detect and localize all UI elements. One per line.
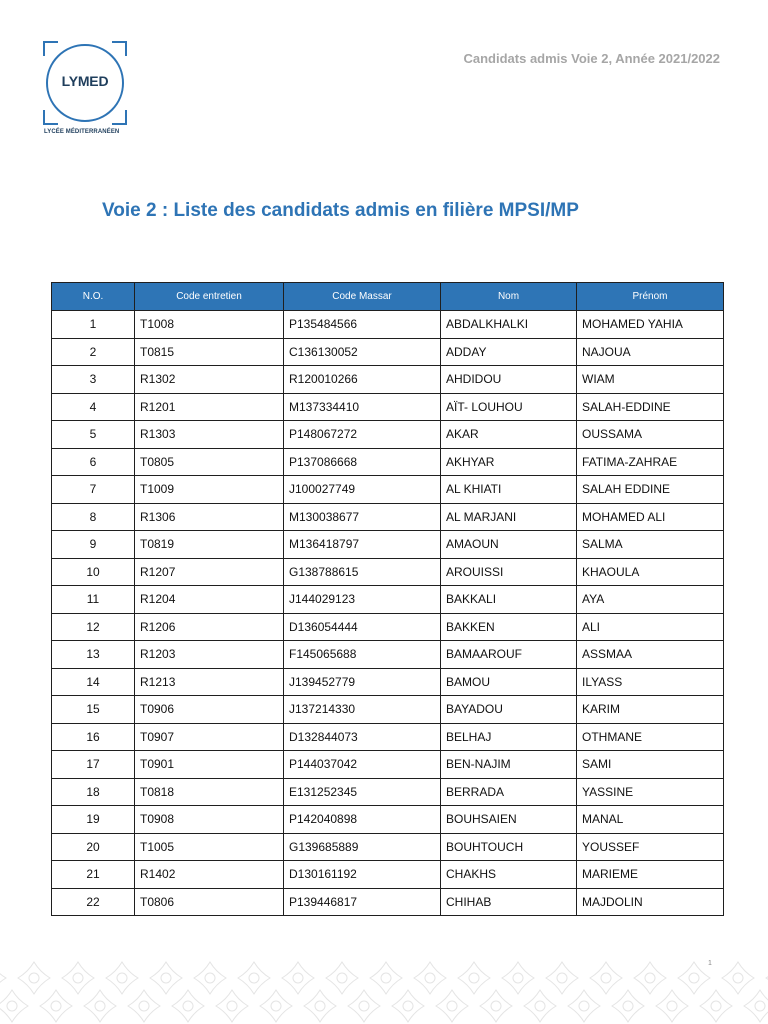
cell-number: 4	[52, 393, 135, 421]
cell-first-name: SALAH-EDDINE	[577, 393, 724, 421]
cell-last-name: AÏT- LOUHOU	[441, 393, 577, 421]
cell-first-name: MOHAMED YAHIA	[577, 311, 724, 339]
cell-massar-code: C136130052	[284, 338, 441, 366]
cell-first-name: MOHAMED ALI	[577, 503, 724, 531]
cell-massar-code: P142040898	[284, 806, 441, 834]
cell-number: 5	[52, 421, 135, 449]
cell-massar-code: P144037042	[284, 751, 441, 779]
footer-decorative-pattern	[0, 960, 768, 1024]
cell-interview-code: R1213	[135, 668, 284, 696]
cell-number: 21	[52, 861, 135, 889]
table-row	[52, 778, 724, 806]
cell-interview-code: R1303	[135, 421, 284, 449]
cell-last-name: AHDIDOU	[441, 366, 577, 394]
candidates-table	[51, 282, 724, 916]
column-header-first-name: Prénom	[577, 283, 724, 311]
cell-last-name: BAMAAROUF	[441, 641, 577, 669]
cell-last-name: CHIHAB	[441, 888, 577, 916]
cell-last-name: BAKKEN	[441, 613, 577, 641]
lymed-logo	[40, 38, 130, 138]
table-row	[52, 668, 724, 696]
cell-first-name: OTHMANE	[577, 723, 724, 751]
candidates-table-container	[51, 282, 723, 916]
cell-interview-code: R1302	[135, 366, 284, 394]
cell-first-name: MARIEME	[577, 861, 724, 889]
table-row	[52, 833, 724, 861]
cell-first-name: ASSMAA	[577, 641, 724, 669]
cell-first-name: ALI	[577, 613, 724, 641]
column-header-massar-code: Code Massar	[284, 283, 441, 311]
cell-interview-code: T0815	[135, 338, 284, 366]
cell-first-name: SALAH EDDINE	[577, 476, 724, 504]
cell-number: 8	[52, 503, 135, 531]
cell-last-name: BERRADA	[441, 778, 577, 806]
table-row	[52, 448, 724, 476]
cell-massar-code: P137086668	[284, 448, 441, 476]
cell-number: 15	[52, 696, 135, 724]
table-row	[52, 476, 724, 504]
cell-last-name: AKHYAR	[441, 448, 577, 476]
cell-interview-code: T0901	[135, 751, 284, 779]
cell-interview-code: T0907	[135, 723, 284, 751]
cell-last-name: AMAOUN	[441, 531, 577, 559]
cell-number: 11	[52, 586, 135, 614]
cell-interview-code: R1207	[135, 558, 284, 586]
cell-interview-code: T0805	[135, 448, 284, 476]
cell-massar-code: G138788615	[284, 558, 441, 586]
cell-massar-code: D136054444	[284, 613, 441, 641]
table-header-row	[52, 283, 724, 311]
table-row	[52, 751, 724, 779]
cell-first-name: AYA	[577, 586, 724, 614]
cell-first-name: NAJOUA	[577, 338, 724, 366]
cell-massar-code: J144029123	[284, 586, 441, 614]
cell-interview-code: R1306	[135, 503, 284, 531]
cell-number: 18	[52, 778, 135, 806]
cell-massar-code: P139446817	[284, 888, 441, 916]
cell-last-name: BOUHTOUCH	[441, 833, 577, 861]
table-row	[52, 503, 724, 531]
cell-interview-code: T0806	[135, 888, 284, 916]
cell-number: 22	[52, 888, 135, 916]
cell-interview-code: R1402	[135, 861, 284, 889]
cell-last-name: AROUISSI	[441, 558, 577, 586]
cell-last-name: AL MARJANI	[441, 503, 577, 531]
column-header-last-name: Nom	[441, 283, 577, 311]
cell-massar-code: R120010266	[284, 366, 441, 394]
cell-last-name: AKAR	[441, 421, 577, 449]
cell-interview-code: T0818	[135, 778, 284, 806]
cell-last-name: ADDAY	[441, 338, 577, 366]
cell-number: 12	[52, 613, 135, 641]
cell-last-name: BELHAJ	[441, 723, 577, 751]
page-number: 1	[708, 960, 712, 967]
cell-interview-code: T1008	[135, 311, 284, 339]
cell-massar-code: D130161192	[284, 861, 441, 889]
cell-massar-code: P135484566	[284, 311, 441, 339]
table-row	[52, 888, 724, 916]
cell-massar-code: E131252345	[284, 778, 441, 806]
table-row	[52, 806, 724, 834]
cell-number: 6	[52, 448, 135, 476]
cell-last-name: BOUHSAIEN	[441, 806, 577, 834]
cell-number: 10	[52, 558, 135, 586]
cell-first-name: KARIM	[577, 696, 724, 724]
cell-massar-code: P148067272	[284, 421, 441, 449]
cell-number: 1	[52, 311, 135, 339]
table-row	[52, 641, 724, 669]
cell-number: 7	[52, 476, 135, 504]
cell-interview-code: T0908	[135, 806, 284, 834]
cell-massar-code: M137334410	[284, 393, 441, 421]
cell-first-name: YOUSSEF	[577, 833, 724, 861]
logo-wordmark: LYMED	[61, 73, 109, 89]
cell-massar-code: G139685889	[284, 833, 441, 861]
cell-last-name: CHAKHS	[441, 861, 577, 889]
cell-number: 3	[52, 366, 135, 394]
cell-number: 2	[52, 338, 135, 366]
cell-number: 19	[52, 806, 135, 834]
cell-interview-code: R1203	[135, 641, 284, 669]
table-row	[52, 393, 724, 421]
cell-first-name: SALMA	[577, 531, 724, 559]
cell-number: 13	[52, 641, 135, 669]
cell-first-name: FATIMA-ZAHRAE	[577, 448, 724, 476]
cell-last-name: AL KHIATI	[441, 476, 577, 504]
cell-interview-code: R1204	[135, 586, 284, 614]
cell-last-name: BAMOU	[441, 668, 577, 696]
cell-first-name: YASSINE	[577, 778, 724, 806]
cell-interview-code: R1206	[135, 613, 284, 641]
cell-interview-code: T0819	[135, 531, 284, 559]
cell-number: 20	[52, 833, 135, 861]
cell-number: 16	[52, 723, 135, 751]
cell-massar-code: J137214330	[284, 696, 441, 724]
table-row	[52, 586, 724, 614]
cell-first-name: WIAM	[577, 366, 724, 394]
column-header-interview-code: Code entretien	[135, 283, 284, 311]
cell-massar-code: M130038677	[284, 503, 441, 531]
table-row	[52, 723, 724, 751]
cell-number: 14	[52, 668, 135, 696]
cell-interview-code: T1009	[135, 476, 284, 504]
table-row	[52, 696, 724, 724]
page-title: Voie 2 : Liste des candidats admis en filière MPSI/MP	[102, 200, 579, 221]
logo-subtitle: LYCÉE MÉDITERRANÉEN	[44, 129, 120, 135]
cell-last-name: BAKKALI	[441, 586, 577, 614]
cell-first-name: MANAL	[577, 806, 724, 834]
cell-last-name: BAYADOU	[441, 696, 577, 724]
cell-number: 9	[52, 531, 135, 559]
table-row	[52, 613, 724, 641]
cell-last-name: BEN-NAJIM	[441, 751, 577, 779]
cell-number: 17	[52, 751, 135, 779]
cell-last-name: ABDALKHALKI	[441, 311, 577, 339]
cell-first-name: ILYASS	[577, 668, 724, 696]
cell-first-name: KHAOULA	[577, 558, 724, 586]
table-row	[52, 421, 724, 449]
cell-first-name: SAMI	[577, 751, 724, 779]
column-header-number: N.O.	[52, 283, 135, 311]
table-row	[52, 311, 724, 339]
cell-first-name: OUSSAMA	[577, 421, 724, 449]
table-row	[52, 531, 724, 559]
table-row	[52, 861, 724, 889]
table-row	[52, 558, 724, 586]
cell-interview-code: R1201	[135, 393, 284, 421]
cell-massar-code: F145065688	[284, 641, 441, 669]
cell-massar-code: M136418797	[284, 531, 441, 559]
table-row	[52, 366, 724, 394]
cell-massar-code: D132844073	[284, 723, 441, 751]
cell-massar-code: J100027749	[284, 476, 441, 504]
document-header-text: Candidats admis Voie 2, Année 2021/2022	[463, 51, 720, 66]
cell-interview-code: T1005	[135, 833, 284, 861]
cell-first-name: MAJDOLIN	[577, 888, 724, 916]
table-row	[52, 338, 724, 366]
cell-interview-code: T0906	[135, 696, 284, 724]
cell-massar-code: J139452779	[284, 668, 441, 696]
